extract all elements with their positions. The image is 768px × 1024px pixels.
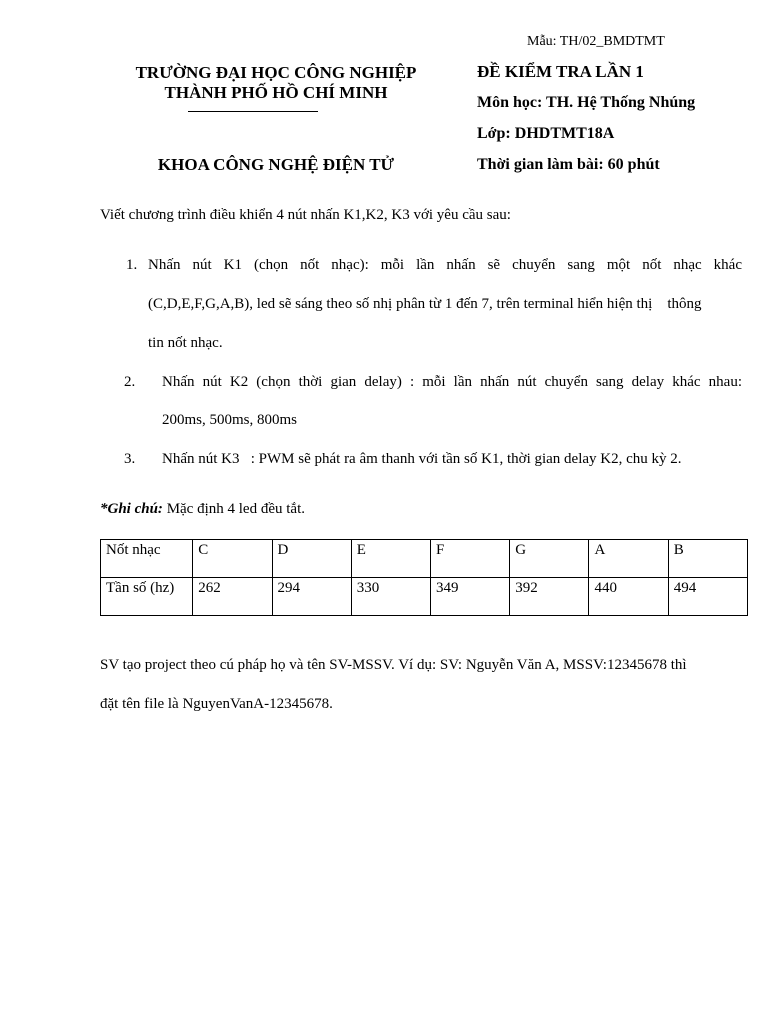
requirement-2-number: 2.	[124, 374, 136, 390]
table-cell: 294	[272, 578, 351, 616]
table-cell: A	[589, 540, 668, 578]
requirement-2-line-2: 200ms, 500ms, 800ms	[162, 412, 298, 428]
exam-class: Lớp: DHDTMT18A	[477, 125, 615, 142]
table-cell: 440	[589, 578, 668, 616]
faculty-name: KHOA CÔNG NGHỆ ĐIỆN TỬ	[157, 155, 395, 174]
footer-instruction-line1: SV tạo project theo cú pháp họ và tên SV-MSSV. Ví dụ: SV: Nguyễn Văn A, MSSV:12345678 thì	[100, 657, 687, 673]
intro-text: Viết chương trình điều khiển 4 nút nhấn K1,K2, K3 với yêu cầu sau:	[100, 207, 511, 223]
requirement-3-line-1: Nhấn nút K3 : PWM sẽ phát ra âm thanh với tần số K1, thời gian delay K2, chu kỳ 2.	[162, 451, 682, 467]
form-code: Mẫu: TH/02_BMDTMT	[527, 34, 665, 49]
table-cell: G	[510, 540, 589, 578]
footer-instruction-line2: đặt tên file là NguyenVanA-12345678.	[100, 696, 333, 712]
exam-title: ĐỀ KIỂM TRA LẦN 1	[477, 62, 644, 81]
table-cell: F	[430, 540, 509, 578]
table-row-frequencies	[101, 578, 748, 616]
note-text: Mặc định 4 led đều tắt.	[162, 501, 305, 517]
exam-subject: Môn học: TH. Hệ Thống Nhúng	[477, 94, 696, 111]
requirement-1-line-3: tin nốt nhạc.	[148, 335, 223, 351]
table-row-notes	[101, 540, 748, 578]
school-name-line1: TRƯỜNG ĐẠI HỌC CÔNG NGHIỆP	[135, 63, 417, 82]
note	[100, 501, 305, 518]
requirement-3-number: 3.	[124, 451, 136, 467]
requirement-2-line-1: Nhấn nút K2 (chọn thời gian delay) : mỗi lần nhấn nút chuyển sang delay khác nhau:	[162, 374, 742, 390]
exam-time: Thời gian làm bài: 60 phút	[477, 156, 660, 173]
table-cell: E	[351, 540, 430, 578]
header-divider	[188, 111, 318, 112]
requirement-1-line-2: (C,D,E,F,G,A,B), led sẽ sáng theo số nhị phân từ 1 đến 7, trên terminal hiển hiện thị thông	[148, 296, 702, 312]
table-cell: C	[193, 540, 272, 578]
requirement-1-number: 1.	[126, 257, 138, 273]
note-label: *Ghi chú:	[100, 501, 163, 517]
table-cell: B	[668, 540, 747, 578]
table-header-cell: Nốt nhạc	[101, 540, 193, 578]
requirement-1-line-1: Nhấn nút K1 (chọn nốt nhạc): mỗi lần nhấn sẽ chuyển sang một nốt nhạc khác	[148, 257, 742, 273]
school-name-line2: THÀNH PHỐ HỒ CHÍ MINH	[164, 83, 388, 102]
table-cell: D	[272, 540, 351, 578]
table-cell: 494	[668, 578, 747, 616]
table-cell: 392	[510, 578, 589, 616]
table-header-cell: Tần số (hz)	[101, 578, 193, 616]
table-cell: 349	[430, 578, 509, 616]
note-frequency-table	[100, 539, 748, 616]
table-cell: 262	[193, 578, 272, 616]
table-cell: 330	[351, 578, 430, 616]
